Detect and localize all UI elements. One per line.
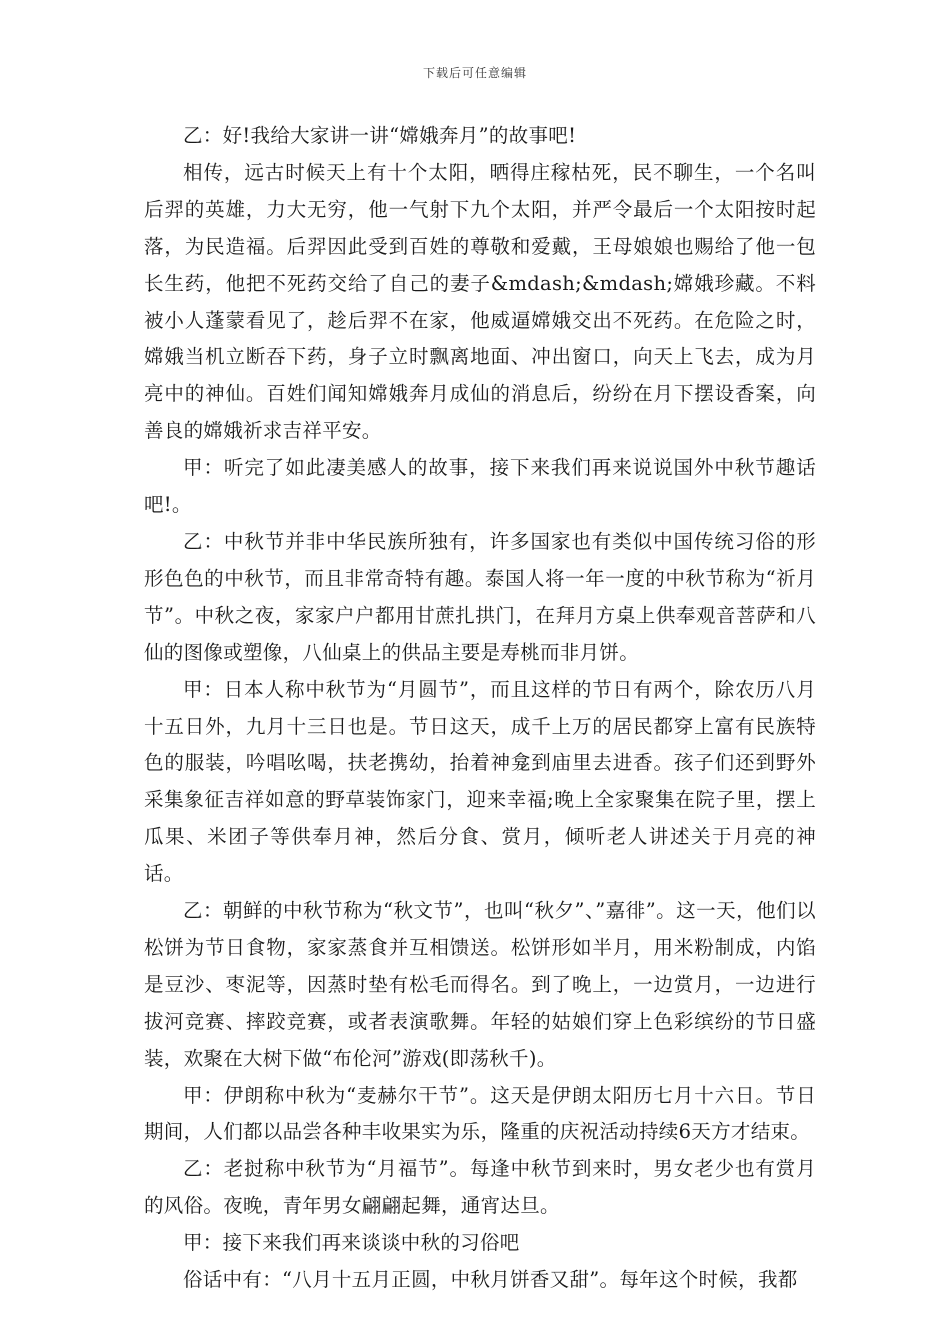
paragraph-iran: 甲：伊朗称中秋为“麦赫尔干节”。这天是伊朗太阳历七月十六日。节日期间，人们都以品尝各种丰收果实为乐，隆重的庆祝活动持续6天方才结束。	[144, 1083, 816, 1144]
paragraph-japan: 甲：日本人称中秋节为“月圆节”，而且这样的节日有两个，除农历八月十五日外，九月十三日也是。节日这天，成千上万的居民都穿上富有民族特色的服装，吟唱吆喝，扶老携幼，抬着神龛到庙里去进香。孩子们还到野外采集象征吉祥如意的野草装饰家门，迎来幸福;晚上全家聚集在院子里，摆上瓜果、米团子等供奉月神，然后分食、赏月，倾听老人讲述关于月亮的神话。	[144, 677, 816, 886]
paragraph-korea: 乙：朝鲜的中秋节称为“秋文节”，也叫“秋夕”、”嘉徘”。这一天，他们以松饼为节日食物，家家蒸食并互相馈送。松饼形如半月，用米粉制成，内馅是豆沙、枣泥等，因蒸时垫有松毛而得名。到了晚上，一边赏月，一边进行拔河竞赛、摔跤竞赛，或者表演歌舞。年轻的姑娘们穿上色彩缤纷的节日盛装，欢聚在大树下做“布伦河”游戏(即荡秋千)。	[144, 899, 816, 1070]
document-body	[144, 118, 816, 1299]
paragraph-change-legend: 相传，远古时候天上有十个太阳，晒得庄稼枯死，民不聊生，一个名叫后羿的英雄，力大无穷，他一气射下九个太阳，并严令最后一个太阳按时起落，为民造福。后羿因此受到百姓的尊敬和爱戴，王母娘娘也赐给了他一包长生药，他把不死药交给了自己的妻子&mdash;&mdash;嫦娥珍藏。不料被小人蓬蒙看见了，趁后羿不在家，他威逼嫦娥交出不死药。在危险之时，嫦娥当机立断吞下药，身子立时飘离地面、冲出窗口，向天上飞去，成为月亮中的神仙。百姓们闻知嫦娥奔月成仙的消息后，纷纷在月下摆设香案，向善良的嫦娥祈求吉祥平安。	[144, 160, 816, 443]
paragraph-customs-intro: 甲：接下来我们再来谈谈中秋的习俗吧	[183, 1231, 520, 1255]
header-note: 下载后可任意编辑	[422, 66, 527, 80]
paragraph-laos: 乙：老挝称中秋节为“月福节”。每逢中秋节到来时，男女老少也有赏月的风俗。夜晚，青年男女翩翩起舞，通宵达旦。	[144, 1157, 816, 1218]
paragraph-intro-story: 乙：好!我给大家讲一讲“嫦娥奔月”的故事吧!	[183, 124, 577, 147]
paragraph-thailand: 乙：中秋节并非中华民族所独有，许多国家也有类似中国传统习俗的形形色色的中秋节，而且非常奇特有趣。泰国人将一年一度的中秋节称为“祈月节”。中秋之夜，家家户户都用甘蔗扎拱门，在拜月方桌上供奉观音菩萨和八仙的图像或塑像，八仙桌上的供品主要是寿桃而非月饼。	[144, 529, 816, 664]
paragraph-saying: 俗话中有：“八月十五月正圆，中秋月饼香又甜”。每年这个时候，我都	[183, 1268, 798, 1292]
paragraph-transition-foreign: 甲：听完了如此凄美感人的故事，接下来我们再来说说国外中秋节趣话吧!。	[144, 456, 816, 517]
